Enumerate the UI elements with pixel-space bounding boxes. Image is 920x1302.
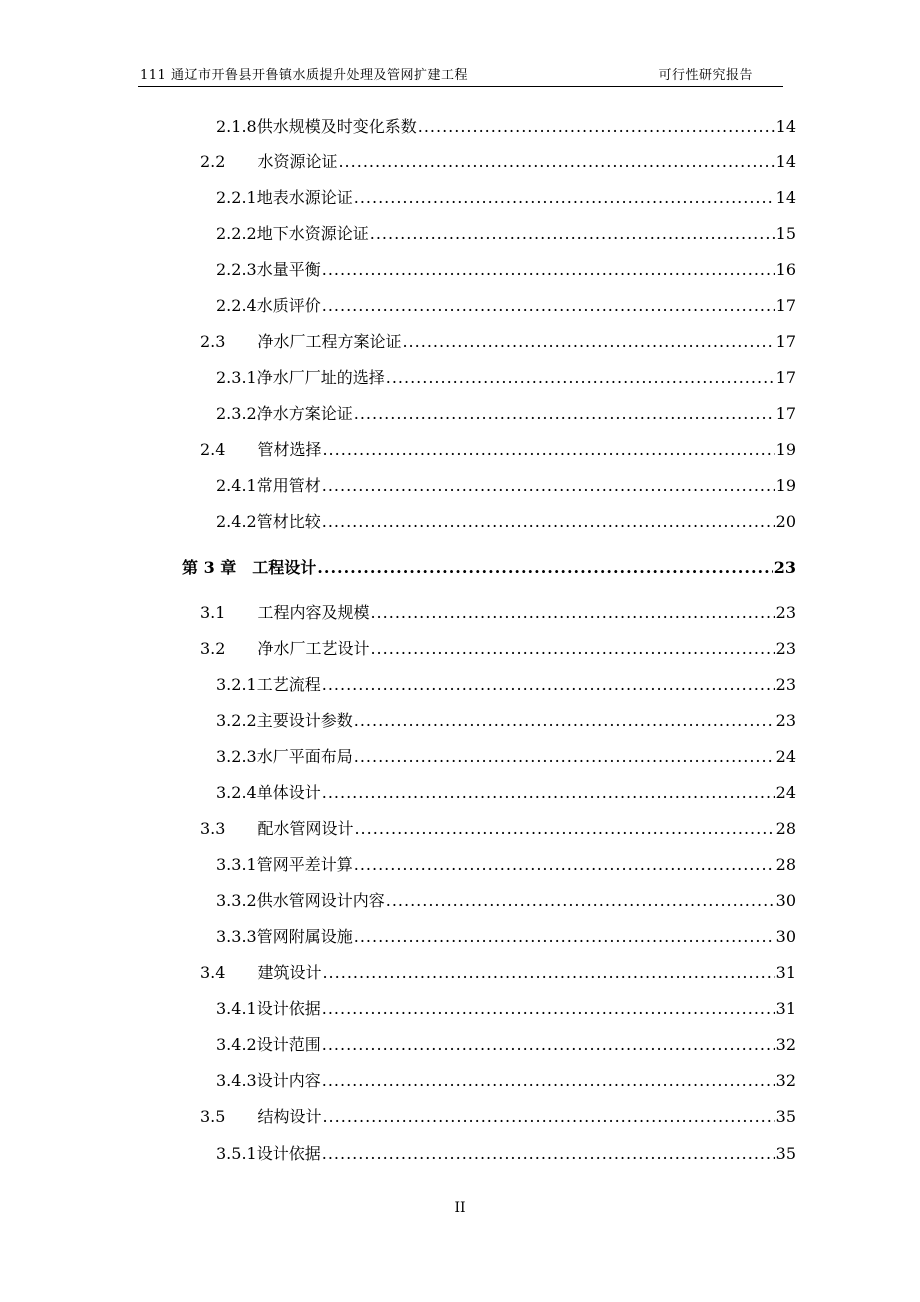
toc-entry-leader-dots (322, 675, 775, 694)
toc-entry-page: 17 (775, 404, 796, 423)
toc-entry-title: 建筑设计 (257, 963, 322, 982)
toc-entry[interactable] (216, 293, 796, 315)
toc-entry-title: 工艺流程 (256, 675, 321, 694)
toc-entry-title: 净水厂厂址的选择 (256, 368, 385, 387)
toc-entry[interactable] (216, 744, 796, 766)
toc-entry[interactable] (200, 149, 796, 171)
toc-entry-title: 净水厂工程方案论证 (257, 332, 402, 351)
toc-entry-title: 单体设计 (256, 783, 321, 802)
toc-entry[interactable] (216, 114, 796, 136)
toc-entry[interactable] (216, 1068, 796, 1090)
toc-entry-title: 配水管网设计 (257, 819, 354, 838)
toc-entry-page: 35 (775, 1144, 796, 1163)
toc-entry-number: 2.4 (200, 440, 226, 459)
toc-entry[interactable] (216, 221, 796, 243)
toc-entry[interactable] (216, 473, 796, 495)
toc-entry-page: 32 (775, 1035, 796, 1054)
toc-entry[interactable] (216, 365, 796, 387)
toc-entry-number: 3.2.2 (216, 711, 257, 730)
toc-entry-leader-dots (322, 1035, 775, 1054)
toc-entry-page: 23 (775, 603, 796, 622)
toc-entry-leader-dots (370, 603, 774, 622)
toc-entry-number: 3.4 (200, 963, 226, 982)
toc-entry-title: 地下水资源论证 (256, 224, 369, 243)
toc-entry-number: 2.3.2 (216, 404, 257, 423)
toc-entry-number: 2.2 (200, 152, 226, 171)
toc-entry-title: 结构设计 (257, 1107, 322, 1126)
toc-entry[interactable] (200, 816, 796, 838)
toc-entry-leader-dots (354, 747, 775, 766)
toc-entry-number: 3.4.3 (216, 1071, 257, 1090)
toc-entry-leader-dots (354, 819, 774, 838)
toc-entry-title: 管网附属设施 (256, 927, 353, 946)
toc-entry-leader-dots (338, 152, 774, 171)
toc-entry-page: 14 (775, 117, 796, 136)
toc-entry[interactable] (216, 852, 796, 874)
toc-entry-page: 31 (775, 963, 796, 982)
toc-entry-title: 水厂平面布局 (256, 747, 353, 766)
toc-entry-title: 工程内容及规模 (257, 603, 370, 622)
header-divider (138, 86, 783, 87)
toc-entry-leader-dots (370, 224, 775, 243)
toc-entry[interactable] (216, 509, 796, 531)
toc-entry-number: 2.3 (200, 332, 226, 351)
toc-entry-number: 3.5.1 (216, 1144, 257, 1163)
toc-entry-page: 30 (775, 891, 796, 910)
toc-entry-leader-dots (354, 855, 775, 874)
toc-entry-number: 2.4.2 (216, 512, 257, 531)
toc-entry-page: 17 (775, 368, 796, 387)
toc-entry-leader-dots (322, 1071, 775, 1090)
toc-entry-number: 3.4.1 (216, 999, 257, 1018)
toc-entry-leader-dots (322, 783, 775, 802)
toc-entry-leader-dots (322, 476, 775, 495)
toc-entry-title: 管网平差计算 (256, 855, 353, 874)
toc-entry[interactable] (200, 600, 796, 622)
toc-entry-title: 设计依据 (256, 999, 321, 1018)
toc-entry-title: 管材比较 (256, 512, 321, 531)
header-report-type: 可行性研究报告 (658, 68, 753, 83)
toc-entry-page: 30 (775, 927, 796, 946)
toc-entry-title: 设计范围 (256, 1035, 321, 1054)
toc-entry-page: 15 (775, 224, 796, 243)
toc-entry-leader-dots (418, 117, 775, 136)
toc-entry-title: 供水管网设计内容 (256, 891, 385, 910)
toc-entry-page: 20 (775, 512, 796, 531)
toc-entry-number: 2.2.3 (216, 260, 257, 279)
toc-entry-page: 17 (775, 332, 796, 351)
toc-entry[interactable] (216, 1141, 796, 1163)
toc-entry-title: 水质评价 (256, 296, 321, 315)
toc-entry[interactable] (182, 555, 796, 577)
toc-entry-page: 31 (775, 999, 796, 1018)
toc-entry-number: 3.1 (200, 603, 226, 622)
toc-entry[interactable] (216, 924, 796, 946)
toc-entry-page: 14 (775, 188, 796, 207)
toc-entry-page: 23 (775, 639, 796, 658)
toc-entry-leader-dots (354, 404, 775, 423)
toc-entry[interactable] (216, 708, 796, 730)
header-project-title: 111 通辽市开鲁县开鲁镇水质提升处理及管网扩建工程 (140, 68, 468, 83)
toc-entry-number: 3.3.1 (216, 855, 257, 874)
toc-entry-leader-dots (322, 1107, 774, 1126)
toc-entry[interactable] (200, 636, 796, 658)
toc-entry-page: 23 (775, 711, 796, 730)
toc-entry-number: 3.2.4 (216, 783, 257, 802)
toc-entry-title: 地表水源论证 (256, 188, 353, 207)
toc-entry-leader-dots (322, 296, 775, 315)
toc-entry[interactable] (216, 672, 796, 694)
toc-entry[interactable] (216, 401, 796, 423)
toc-entry-leader-dots (322, 963, 774, 982)
toc-entry[interactable] (216, 996, 796, 1018)
toc-entry-page: 23 (775, 675, 796, 694)
toc-entry[interactable] (200, 437, 796, 459)
toc-entry-page: 28 (775, 819, 796, 838)
toc-entry-leader-dots (317, 558, 772, 577)
toc-entry[interactable] (216, 888, 796, 910)
toc-entry[interactable] (200, 329, 796, 351)
toc-entry-number: 2.2.2 (216, 224, 257, 243)
toc-entry-leader-dots (370, 639, 774, 658)
toc-entry-leader-dots (386, 891, 775, 910)
toc-entry-title: 常用管材 (256, 476, 321, 495)
toc-entry-number: 2.1.8 (216, 117, 257, 136)
toc-entry-number: 2.3.1 (216, 368, 257, 387)
toc-entry-title: 供水规模及时变化系数 (256, 117, 417, 136)
toc-entry-title: 工程设计 (252, 558, 317, 577)
page-header (138, 64, 783, 84)
toc-entry-page: 23 (773, 558, 796, 577)
toc-entry-leader-dots (322, 1144, 775, 1163)
toc-entry-title: 净水方案论证 (256, 404, 353, 423)
toc-entry-leader-dots (322, 260, 775, 279)
toc-entry-title: 水量平衡 (256, 260, 321, 279)
toc-entry-page: 16 (775, 260, 796, 279)
toc-entry-page: 19 (775, 476, 796, 495)
toc-entry-number: 2.4.1 (216, 476, 257, 495)
toc-entry-page: 35 (775, 1107, 796, 1126)
toc-entry[interactable] (216, 257, 796, 279)
toc-entry-page: 24 (775, 783, 796, 802)
toc-entry[interactable] (216, 185, 796, 207)
toc-entry-leader-dots (322, 440, 774, 459)
toc-entry-title: 设计内容 (256, 1071, 321, 1090)
toc-entry-page: 32 (775, 1071, 796, 1090)
toc-entry-title: 主要设计参数 (256, 711, 353, 730)
toc-entry-page: 19 (775, 440, 796, 459)
toc-entry-number: 2.2.4 (216, 296, 257, 315)
toc-entry-number: 3.3.2 (216, 891, 257, 910)
toc-entry-leader-dots (354, 711, 775, 730)
toc-entry-number: 3.3.3 (216, 927, 257, 946)
toc-entry-leader-dots (354, 927, 775, 946)
toc-entry-page: 24 (775, 747, 796, 766)
toc-entry-leader-dots (354, 188, 775, 207)
toc-entry[interactable] (200, 960, 796, 982)
toc-entry-leader-dots (322, 999, 775, 1018)
page-number: II (454, 1200, 466, 1216)
toc-entry-number: 3.2.1 (216, 675, 257, 694)
toc-entry-leader-dots (322, 512, 775, 531)
toc-entry-number: 第 3 章 (182, 558, 237, 577)
toc-entry-title: 水资源论证 (257, 152, 338, 171)
toc-entry-number: 3.2 (200, 639, 226, 658)
toc-entry-number: 3.5 (200, 1107, 226, 1126)
toc-entry-title: 净水厂工艺设计 (257, 639, 370, 658)
toc-entry-title: 设计依据 (256, 1144, 321, 1163)
toc-entry-page: 17 (775, 296, 796, 315)
toc-entry-number: 3.3 (200, 819, 226, 838)
toc-entry-title: 管材选择 (257, 440, 322, 459)
toc-entry-number: 3.2.3 (216, 747, 257, 766)
toc-entry-page: 14 (775, 152, 796, 171)
toc-entry[interactable] (216, 780, 796, 802)
toc-entry-leader-dots (386, 368, 775, 387)
toc-entry[interactable] (216, 1032, 796, 1054)
toc-entry-page: 28 (775, 855, 796, 874)
toc-entry-number: 2.2.1 (216, 188, 257, 207)
toc-entry[interactable] (200, 1104, 796, 1126)
toc-entry-number: 3.4.2 (216, 1035, 257, 1054)
toc-entry-leader-dots (402, 332, 774, 351)
